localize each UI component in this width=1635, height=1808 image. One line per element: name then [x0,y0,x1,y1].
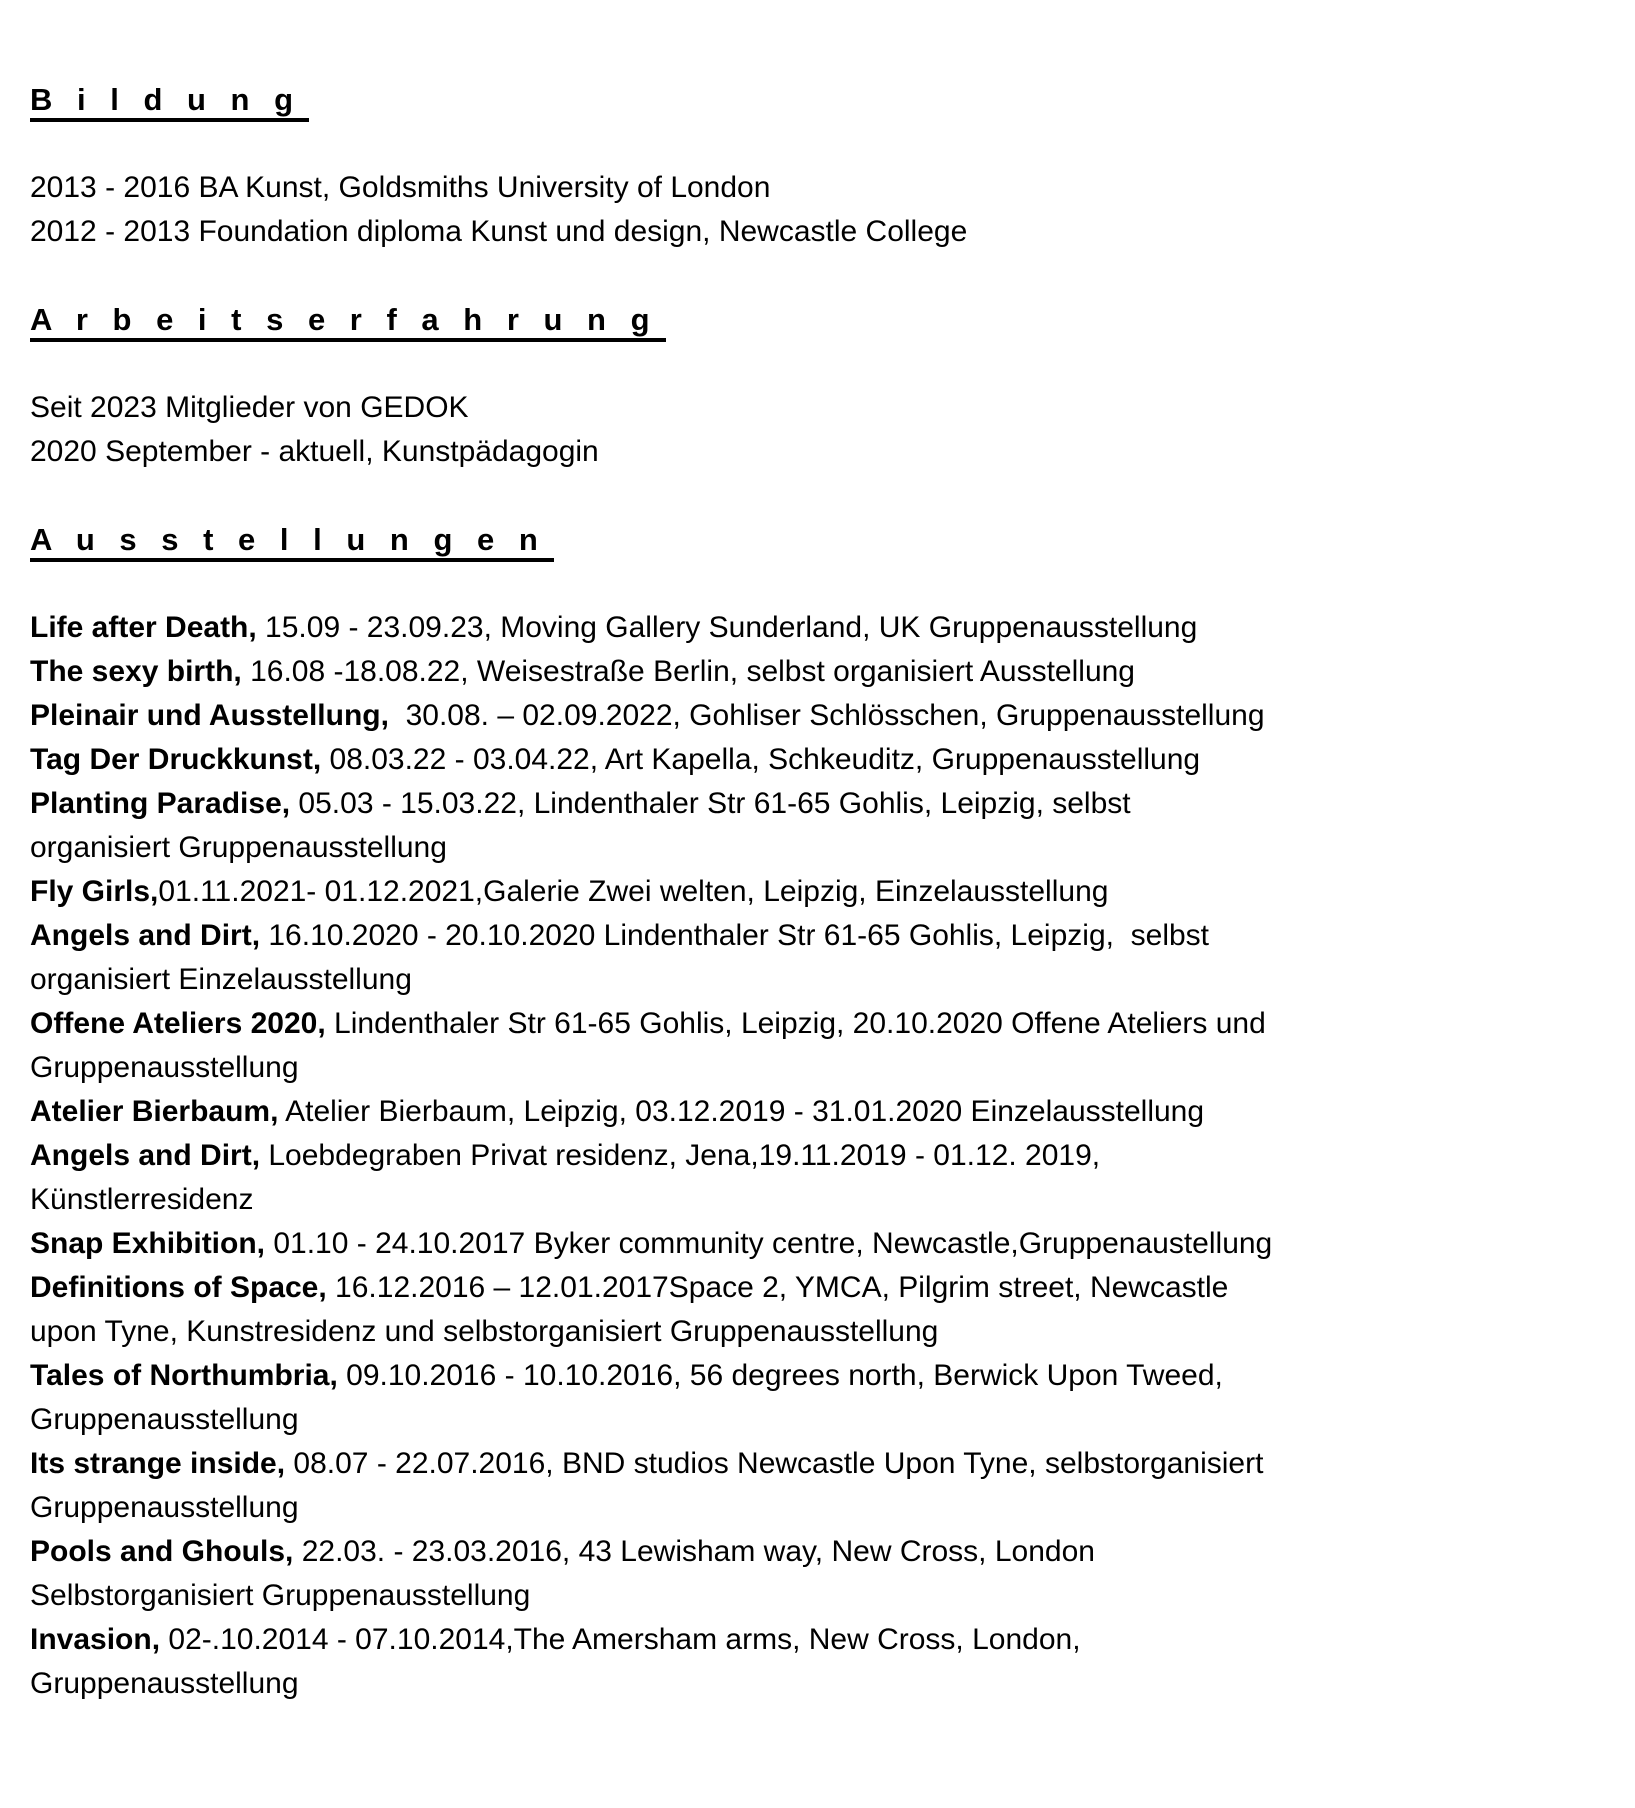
section-heading-ausstellungen-text: A u s s t e l l u n g e n [30,523,554,562]
exhibition-details: Gruppenausstellung [30,1667,299,1700]
section-bildung [30,78,1605,254]
exhibition-details: 08.07 - 22.07.2016, BND studios Newcastle Upon Tyne, selbstorganisiert [285,1447,1264,1480]
exhibition-details: Atelier Bierbaum, Leipzig, 03.12.2019 - 31.01.2020 Einzelausstellung [278,1095,1205,1128]
exhibition-title: Offene Ateliers 2020, [30,1007,326,1040]
exhibition-details: 15.09 - 23.09.23, Moving Gallery Sunderland, UK Gruppenausstellung [256,611,1198,644]
exhibition-item [30,1090,1605,1134]
work-entry-text: 2020 September - aktuell, Kunstpädagogin [30,435,599,468]
exhibition-item-continuation [30,1310,1605,1354]
exhibition-title: Planting Paradise, [30,787,291,820]
education-entry [30,166,1605,210]
exhibition-details: 09.10.2016 - 10.10.2016, 56 degrees north, Berwick Upon Tweed, [337,1359,1223,1392]
exhibition-details: Gruppenausstellung [30,1403,299,1436]
exhibition-item-continuation [30,1486,1605,1530]
exhibition-details: 05.03 - 15.03.22, Lindenthaler Str 61-65 Gohlis, Leipzig, selbst [290,787,1131,820]
exhibition-details: Künstlerresidenz [30,1183,254,1216]
exhibition-item [30,606,1605,650]
section-heading-arbeitserfahrung [30,298,1605,342]
exhibition-title: Life after Death, [30,611,257,644]
exhibition-item-continuation [30,1046,1605,1090]
work-entry-text: Seit 2023 Mitglieder von GEDOK [30,391,469,424]
education-entry-text: 2012 - 2013 Foundation diploma Kunst und design, Newcastle College [30,215,968,248]
education-entry-text: 2013 - 2016 BA Kunst, Goldsmiths University of London [30,171,771,204]
exhibition-item-continuation [30,958,1605,1002]
exhibition-details: 16.08 -18.08.22, Weisestraße Berlin, selbst organisiert Ausstellung [241,655,1135,688]
exhibition-title: Tag Der Druckkunst, [30,743,322,776]
exhibition-details: 16.10.2020 - 20.10.2020 Lindenthaler Str 61-65 Gohlis, Leipzig, selbst [260,919,1210,952]
exhibition-item-continuation [30,1178,1605,1222]
exhibition-details: 30.08. – 02.09.2022, Gohliser Schlösschen, Gruppenausstellung [388,699,1265,732]
exhibition-details: upon Tyne, Kunstresidenz und selbstorganisiert Gruppenausstellung [30,1315,939,1348]
exhibition-item [30,650,1605,694]
exhibition-item-continuation [30,1574,1605,1618]
exhibition-details: 22.03. - 23.03.2016, 43 Lewisham way, New Cross, London [293,1535,1095,1568]
exhibition-details: Loebdegraben Privat residenz, Jena,19.11.2019 - 01.12. 2019, [260,1139,1101,1172]
exhibition-item [30,870,1605,914]
section-heading-bildung-text: B i l d u n g [30,83,309,122]
exhibition-details: 08.03.22 - 03.04.22, Art Kapella, Schkeuditz, Gruppenausstellung [321,743,1201,776]
exhibition-title: Its strange inside, [30,1447,286,1480]
exhibition-item [30,914,1605,958]
section-heading-bildung [30,78,1605,122]
exhibition-item-continuation [30,1662,1605,1706]
exhibition-title: Snap Exhibition, [30,1227,266,1260]
exhibition-item [30,1442,1605,1486]
education-entry [30,210,1605,254]
exhibition-title: Fly Girls, [30,875,159,908]
exhibition-details: Selbstorganisiert Gruppenausstellung [30,1579,531,1612]
work-entry [30,386,1605,430]
exhibition-item [30,1530,1605,1574]
exhibition-title: Invasion, [30,1623,161,1656]
exhibition-title: Pools and Ghouls, [30,1535,294,1568]
work-entry [30,430,1605,474]
exhibition-item [30,1354,1605,1398]
section-arbeitserfahrung [30,298,1605,474]
exhibition-item-continuation [30,1398,1605,1442]
exhibition-item [30,1266,1605,1310]
exhibition-details: 01.11.2021- 01.12.2021,Galerie Zwei welten, Leipzig, Einzelausstellung [158,875,1109,908]
exhibition-title: The sexy birth, [30,655,242,688]
cv-document [30,78,1605,1706]
exhibition-details: 02-.10.2014 - 07.10.2014,The Amersham arms, New Cross, London, [160,1623,1081,1656]
exhibition-details: Gruppenausstellung [30,1491,299,1524]
exhibition-title: Tales of Northumbria, [30,1359,338,1392]
section-heading-ausstellungen [30,518,1605,562]
exhibition-item [30,738,1605,782]
exhibition-details: 16.12.2016 – 12.01.2017Space 2, YMCA, Pilgrim street, Newcastle [326,1271,1229,1304]
exhibition-item [30,782,1605,826]
exhibition-list [30,606,1605,1706]
exhibition-details: Gruppenausstellung [30,1051,299,1084]
exhibition-title: Atelier Bierbaum, [30,1095,279,1128]
exhibition-item [30,1002,1605,1046]
section-heading-arbeitserfahrung-text: A r b e i t s e r f a h r u n g [30,303,666,342]
exhibition-title: Definitions of Space, [30,1271,327,1304]
exhibition-title: Pleinair und Ausstellung, [30,699,389,732]
exhibition-details: organisiert Gruppenausstellung [30,831,447,864]
exhibition-item [30,1618,1605,1662]
exhibition-details: organisiert Einzelausstellung [30,963,412,996]
exhibition-item [30,694,1605,738]
section-ausstellungen [30,518,1605,1706]
exhibition-item-continuation [30,826,1605,870]
exhibition-title: Angels and Dirt, [30,919,261,952]
exhibition-title: Angels and Dirt, [30,1139,261,1172]
exhibition-item [30,1134,1605,1178]
exhibition-details: Lindenthaler Str 61-65 Gohlis, Leipzig, 20.10.2020 Offene Ateliers und [325,1007,1266,1040]
exhibition-item [30,1222,1605,1266]
exhibition-details: 01.10 - 24.10.2017 Byker community centre, Newcastle,Gruppenaustellung [265,1227,1273,1260]
